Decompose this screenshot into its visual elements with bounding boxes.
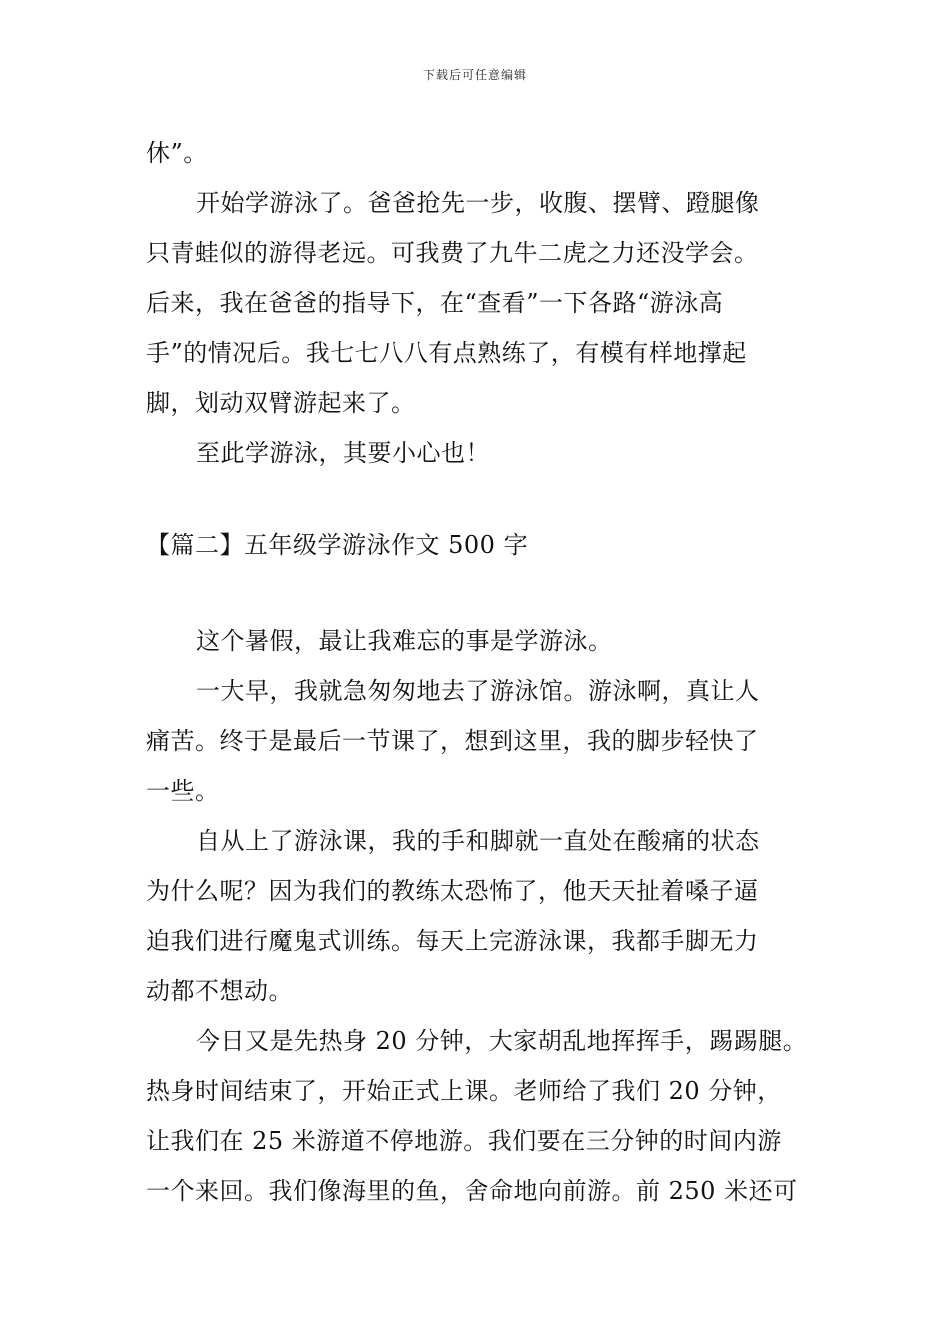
paragraph-line: 一些。	[146, 777, 220, 805]
paragraph-line: 一大早，我就急匆匆地去了游泳馆。游泳啊，真让人	[196, 677, 760, 705]
paragraph-line: 让我们在 25 米游道不停地游。我们要在三分钟的时间内游	[146, 1127, 782, 1155]
spacer	[146, 478, 826, 520]
paragraph-line: 今日又是先热身 20 分钟，大家胡乱地挥挥手，踢踢腿。	[196, 1027, 808, 1055]
paragraph-line: 热身时间结束了，开始正式上课。老师给了我们 20 分钟，	[146, 1077, 782, 1105]
paragraph-line: 至此学游泳，其要小心也！	[196, 439, 490, 467]
spacer	[146, 570, 826, 616]
paragraph-line: 一个来回。我们像海里的鱼，舍命地向前游。前 250 米还可	[146, 1177, 798, 1205]
document-body	[146, 128, 826, 1216]
paragraph-line: 只青蛙似的游得老远。可我费了九牛二虎之力还没学会。	[146, 239, 759, 267]
paragraph-line: 自从上了游泳课，我的手和脚就一直处在酸痛的状态	[196, 827, 760, 855]
paragraph-line: 动都不想动。	[146, 977, 293, 1005]
paragraph-line: 痛苦。终于是最后一节课了，想到这里，我的脚步轻快了	[146, 727, 759, 755]
paragraph-line: 开始学游泳了。爸爸抢先一步，收腹、摆臂、蹬腿像	[196, 189, 760, 217]
paragraph-line: 后来，我在爸爸的指导下，在“查看”一下各路“游泳高	[146, 289, 724, 317]
paragraph-line: 休”。	[146, 139, 208, 167]
page-header: 下载后可任意编辑	[422, 68, 527, 82]
section-heading: 【篇二】五年级学游泳作文 500 字	[146, 531, 529, 559]
paragraph-line: 为什么呢？因为我们的教练太恐怖了，他天天扯着嗓子逼	[146, 877, 759, 905]
paragraph-line: 迫我们进行魔鬼式训练。每天上完游泳课，我都手脚无力	[146, 927, 759, 955]
paragraph-line: 这个暑假，最让我难忘的事是学游泳。	[196, 627, 613, 655]
paragraph-line: 手”的情况后。我七七八八有点熟练了，有模有样地撑起	[146, 339, 747, 367]
paragraph-line: 脚，划动双臂游起来了。	[146, 389, 416, 417]
